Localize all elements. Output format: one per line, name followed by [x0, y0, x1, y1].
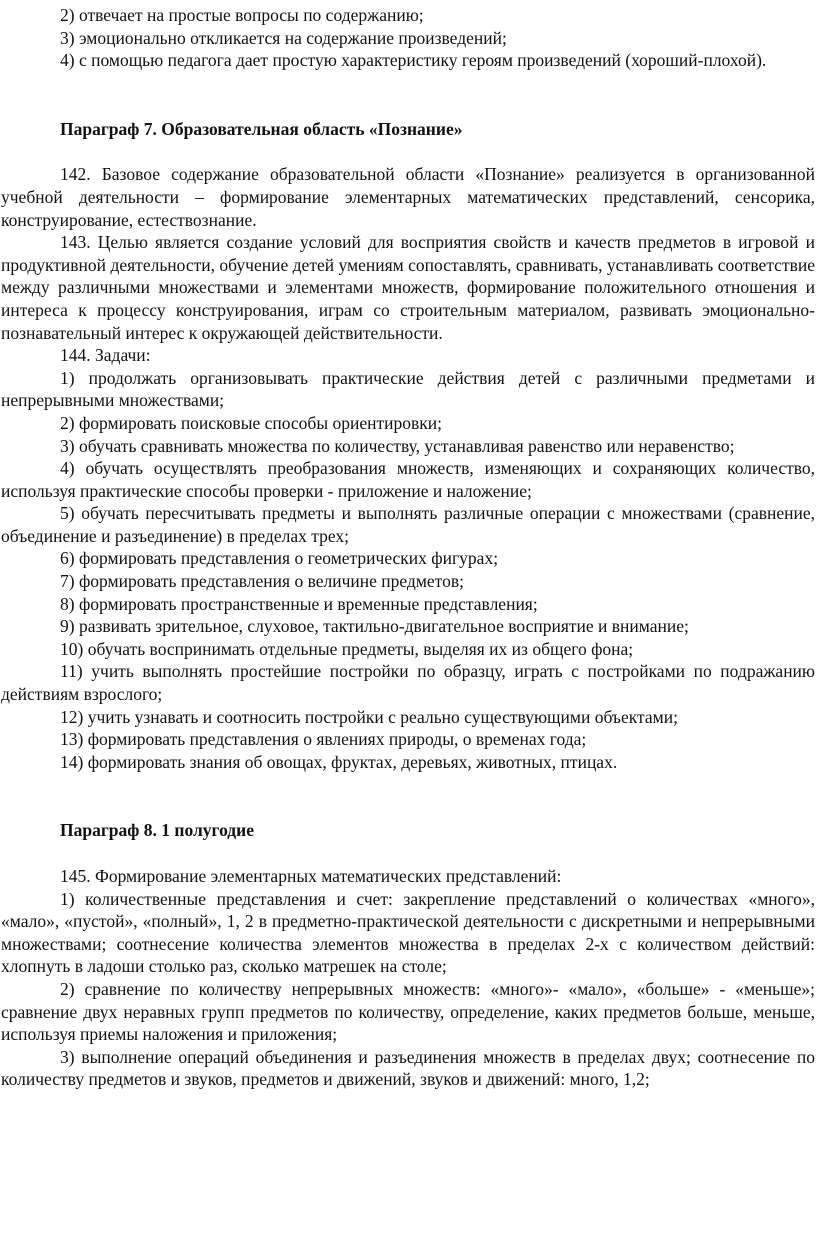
section-8	[1, 819, 815, 1091]
task-item: 2) формировать поисковые способы ориентировки;	[60, 412, 442, 433]
list-item: 3) эмоционально откликается на содержание произведений;	[60, 27, 507, 48]
list-item: 4) с помощью педагога дает простую характеристику героям произведений (хороший-плохой).	[60, 50, 767, 71]
section-8-heading: Параграф 8. 1 полугодие	[60, 820, 255, 841]
paragraph: 145. Формирование элементарных математических представлений:	[60, 866, 562, 886]
task-item: 8) формировать пространственные и временные представления;	[60, 593, 538, 614]
task-item: 13) формировать представления о явлениях природы, о временах года;	[60, 729, 587, 750]
paragraph: 2) сравнение по количеству непрерывных множеств: «много»- «мало», «больше» - «меньше»; сравнение двух неравных групп предметов по количеству, определение, каких предметов больше, меньше, используя приемы наложения и приложения;	[1, 978, 815, 1045]
task-item: 12) учить узнавать и соотносить постройки с реально существующими объектами;	[60, 706, 678, 727]
section-7-heading: Параграф 7. Образовательная область «Познание»	[60, 118, 463, 139]
task-item: 6) формировать представления о геометрических фигурах;	[60, 548, 499, 569]
list-item: 2) отвечает на простые вопросы по содержанию;	[60, 5, 424, 25]
lead-items	[1, 4, 815, 72]
task-item: 7) формировать представления о величине предметов;	[60, 571, 464, 592]
paragraph: 144. Задачи:	[60, 345, 151, 366]
paragraph: 143. Целью является создание условий для восприятия свойств и качеств предметов в игровой и продуктивной деятельности, обучение детей умениям сопоставлять, сравнивать, устанавливать соответствие между различными множествами и элементами множеств, формирование положительного отношения и интереса к процессу конструирования, играм со строительным материалом, развивать эмоционально-познавательный интерес к окружающей действительности.	[1, 232, 815, 343]
paragraph: 3) выполнение операций объединения и разъединения множеств в пределах двух; соотнесение по количеству предметов и звуков, предметов и движений, звуков и движений: много, 1,2;	[1, 1046, 815, 1090]
task-item: 5) обучать пересчитывать предметы и выполнять различные операции с множествами (сравнение, объединение и разъединение) в пределах трех;	[1, 503, 815, 546]
paragraph: 142. Базовое содержание образовательной области «Познание» реализуется в организованной учебной деятельности – формирование элементарных математических представлений, сенсорика, конструирование, естествознание.	[1, 164, 815, 230]
paragraph: 1) количественные представления и счет: закрепление представлений о количествах «много», «мало», «пустой», «полный», 1, 2 в предметно-практической деятельности с дискретными и непрерывными множествами; соотнесение количества элементов множества в пределах 2-х с количеством действий: хлопнуть в ладоши столько раз, сколько матрешек на столе;	[1, 888, 815, 977]
task-item: 1) продолжать организовывать практические действия детей с различными предметами и непрерывными множествами;	[1, 367, 815, 411]
task-item: 4) обучать осуществлять преобразования множеств, изменяющих и сохраняющих количество, используя практические способы проверки - приложение и наложение;	[1, 458, 815, 501]
task-item: 3) обучать сравнивать множества по количеству, устанавливая равенство или неравенство;	[60, 435, 735, 456]
task-item: 14) формировать знания об овощах, фруктах, деревьях, животных, птицах.	[60, 751, 618, 772]
task-item: 10) обучать воспринимать отдельные предметы, выделяя их из общего фона;	[60, 638, 634, 659]
section-7	[1, 118, 815, 774]
task-item: 9) развивать зрительное, слуховое, тактильно-двигательное восприятие и внимание;	[60, 616, 689, 637]
task-item: 11) учить выполнять простейшие постройки по образцу, играть с постройками по подражанию действиям взрослого;	[1, 661, 815, 705]
